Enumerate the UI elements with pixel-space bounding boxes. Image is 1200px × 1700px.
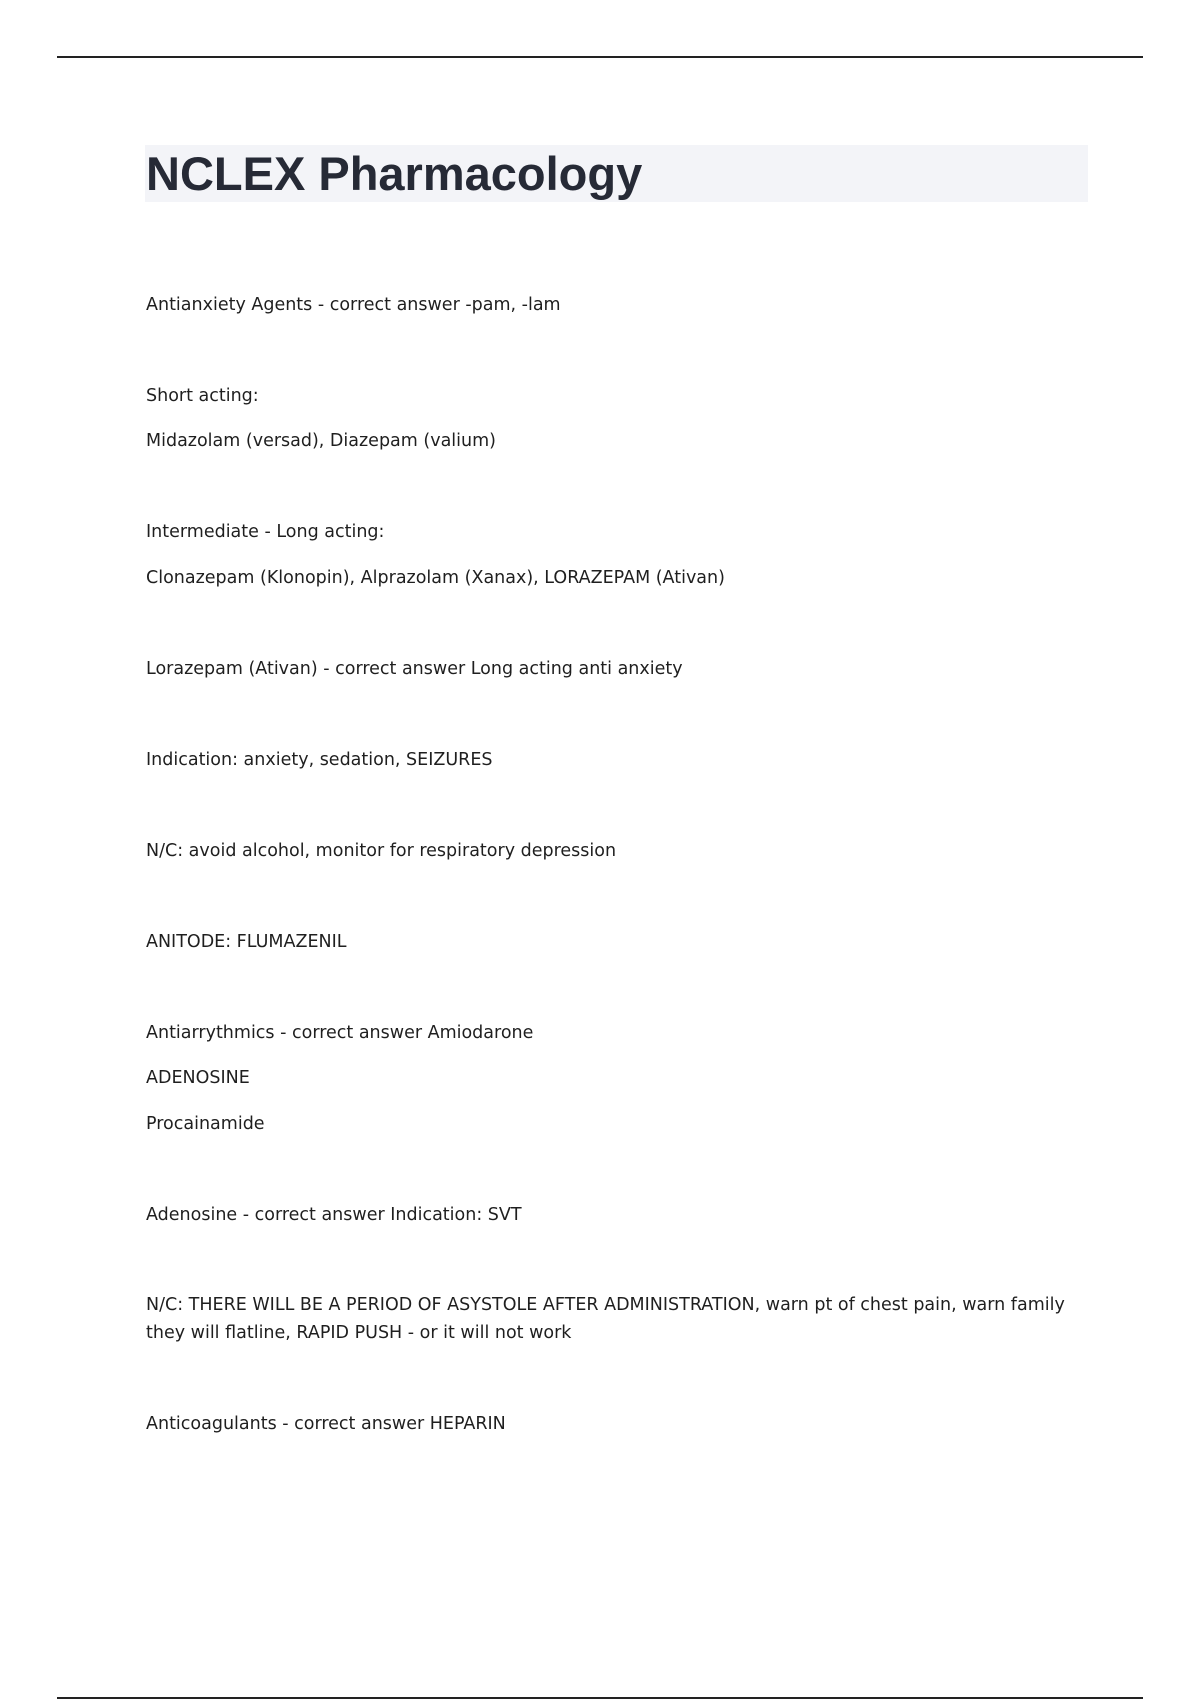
page-top-rule — [57, 56, 1143, 58]
text-line-antidote: ANITODE: FLUMAZENIL — [146, 932, 347, 952]
text-line-short-acting: Short acting: — [146, 386, 259, 406]
text-line-antianxiety-agents: Antianxiety Agents - correct answer -pam, -lam — [146, 295, 561, 315]
text-line-intermediate-long-acting: Intermediate - Long acting: — [146, 522, 385, 542]
text-line-procainamide: Procainamide — [146, 1114, 265, 1134]
text-line-short-acting-drugs: Midazolam (versad), Diazepam (valium) — [146, 431, 496, 451]
text-line-antiarrythmics: Antiarrythmics - correct answer Amiodarone — [146, 1023, 534, 1043]
page-bottom-rule — [57, 1697, 1143, 1699]
text-line-indication: Indication: anxiety, sedation, SEIZURES — [146, 750, 493, 770]
text-line-lorazepam: Lorazepam (Ativan) - correct answer Long acting anti anxiety — [146, 659, 683, 679]
text-line-adenosine: Adenosine - correct answer Indication: SVT — [146, 1205, 522, 1225]
text-line-adenosine-item: ADENOSINE — [146, 1068, 250, 1088]
text-line-anticoagulants: Anticoagulants - correct answer HEPARIN — [146, 1414, 506, 1434]
text-line-nursing-considerations: N/C: avoid alcohol, monitor for respiratory depression — [146, 841, 617, 861]
text-line-adenosine-nursing-considerations: N/C: THERE WILL BE A PERIOD OF ASYSTOLE AFTER ADMINISTRATION, warn pt of chest pain, warn family they will flatline, RAPID PUSH - or it will not work — [146, 1295, 1065, 1343]
text-line-long-acting-drugs: Clonazepam (Klonopin), Alprazolam (Xanax), LORAZEPAM (Ativan) — [146, 568, 725, 588]
document-title: NCLEX Pharmacology — [146, 147, 643, 200]
